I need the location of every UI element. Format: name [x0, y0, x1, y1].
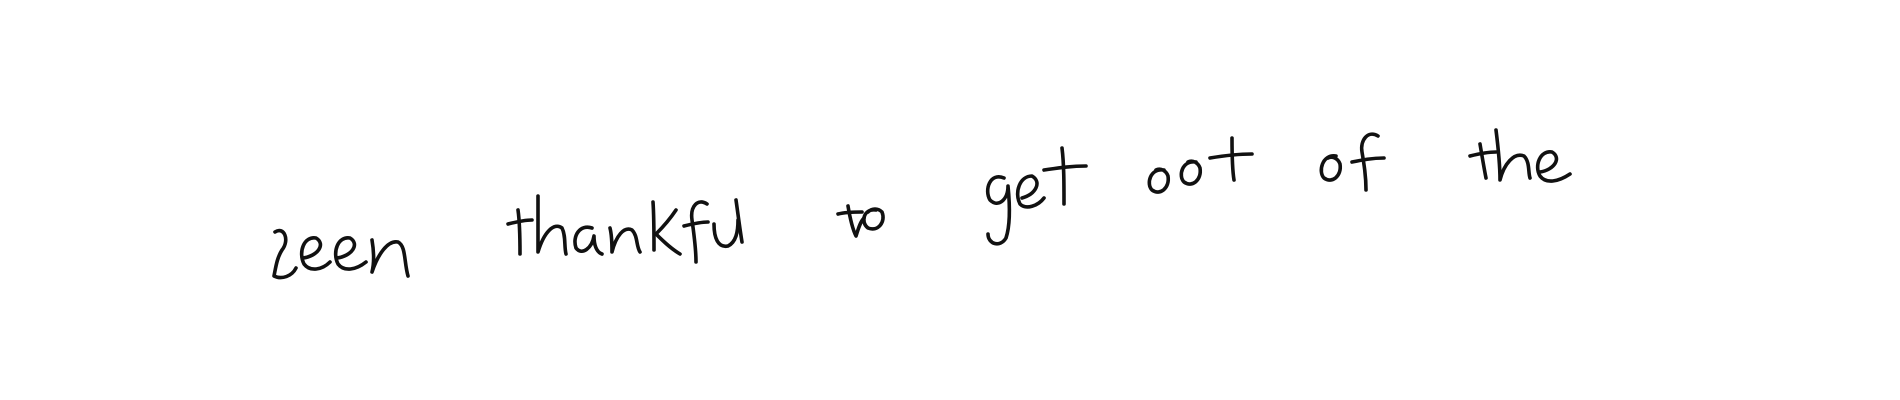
- word-of: [1321, 134, 1384, 190]
- word-to: [838, 206, 883, 236]
- word-out: [1149, 138, 1252, 192]
- word-thankful: [508, 196, 742, 262]
- word-get: [988, 148, 1086, 244]
- word-the: [1470, 130, 1570, 181]
- word-seen: [274, 231, 408, 278]
